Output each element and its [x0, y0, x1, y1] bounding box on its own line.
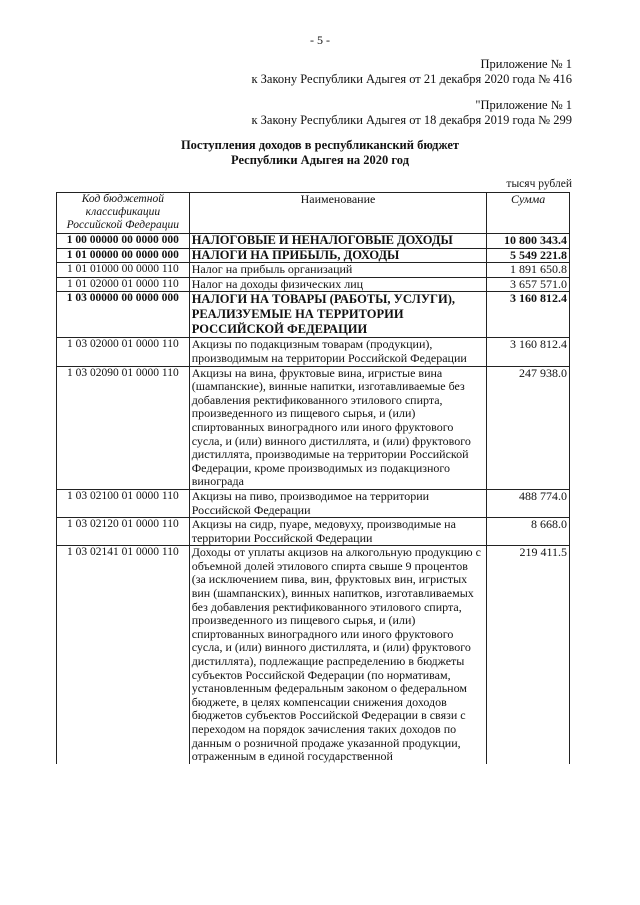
row-code: 1 00 00000 00 0000 000 [57, 234, 190, 249]
row-name: Акцизы на пиво, производимое на территории Российской Федерации [189, 489, 487, 517]
row-code: 1 01 01000 00 0000 110 [57, 263, 190, 278]
row-name: Акцизы по подакцизным товарам (продукции), производимым на территории Российской Федерации [189, 338, 487, 366]
page-number: - 5 - [310, 33, 330, 47]
table-row [57, 292, 570, 338]
table-header-row [57, 193, 570, 234]
row-code: 1 03 02100 01 0000 110 [57, 489, 190, 517]
row-name: Налог на прибыль организаций [189, 263, 487, 278]
document-title [0, 138, 640, 168]
document-title-line2: Республики Адыгея на 2020 год [230, 153, 410, 167]
row-name: Доходы от уплаты акцизов на алкогольную продукцию с объемной долей этилового спирта свыше 9 процентов (за исключением пива, вин, фруктовых вин, игристых вин (шампанских), винных напитков, изготавливаемых без добавления ректификованного этилового спирта, произведенного из пищевого сырья, и (или) спиртованных виноградного или иного фруктового сусла, и (или) винного дистиллята, и (или) фруктового дистиллята), подлежащие распределению в бюджеты субъектов Российской Федерации (по нормативам, установленным федеральным законом о федеральном бюджете, в целях компенсации снижения доходов бюджетов субъектов Российской Федерации в связи с переходом на порядок зачисления таких доходов по данным о розничной продаже указанной продукции, отраженным в единой государственной [189, 546, 487, 764]
table-row [57, 248, 570, 263]
table-row [57, 234, 570, 249]
annex-original-law: к Закону Республики Адыгея от 18 декабря 2019 года № 299 [251, 113, 572, 127]
annex-current-title: Приложение № 1 [480, 57, 572, 71]
row-sum: 5 549 221.8 [487, 248, 570, 263]
row-sum: 488 774.0 [487, 489, 570, 517]
row-name: Акцизы на вина, фруктовые вина, игристые вина (шампанские), винные напитки, изготавливаемые без добавления ректификованного этилового спирта, произведенного из пищевого сырья, и (или) спиртованных виноградного или иного фруктового сусла, и (или) винного дистиллята, и (или) фруктового дистиллята, производимые на территории Российской Федерации, кроме производимых из подакцизного винограда [189, 366, 487, 489]
header-code: Код бюджетной классификации Российской Федерации [57, 193, 190, 234]
row-code: 1 03 02141 01 0000 110 [57, 546, 190, 764]
header-sum: Сумма [487, 193, 570, 234]
row-sum: 3 160 812.4 [487, 292, 570, 338]
row-code: 1 03 02000 01 0000 110 [57, 338, 190, 366]
row-sum: 219 411.5 [487, 546, 570, 764]
row-name: НАЛОГИ НА ПРИБЫЛЬ, ДОХОДЫ [189, 248, 487, 263]
table-row [57, 546, 570, 764]
header-name: Наименование [189, 193, 487, 234]
row-sum: 10 800 343.4 [487, 234, 570, 249]
row-code: 1 01 02000 01 0000 110 [57, 277, 190, 292]
annex-original-title: "Приложение № 1 [475, 98, 572, 112]
row-code: 1 03 02120 01 0000 110 [57, 518, 190, 546]
annex-current [251, 57, 572, 87]
table-row [57, 263, 570, 278]
annex-current-law: к Закону Республики Адыгея от 21 декабря 2020 года № 416 [251, 72, 572, 86]
table-row [57, 338, 570, 366]
row-name: НАЛОГИ НА ТОВАРЫ (РАБОТЫ, УСЛУГИ), РЕАЛИЗУЕМЫЕ НА ТЕРРИТОРИИ РОССИЙСКОЙ ФЕДЕРАЦИИ [189, 292, 487, 338]
table-row [57, 366, 570, 489]
row-name: Акцизы на сидр, пуаре, медовуху, производимые на территории Российской Федерации [189, 518, 487, 546]
row-code: 1 03 00000 00 0000 000 [57, 292, 190, 338]
row-sum: 8 668.0 [487, 518, 570, 546]
table-row [57, 518, 570, 546]
table-row [57, 489, 570, 517]
row-code: 1 01 00000 00 0000 000 [57, 248, 190, 263]
row-name: НАЛОГОВЫЕ И НЕНАЛОГОВЫЕ ДОХОДЫ [189, 234, 487, 249]
row-sum: 1 891 650.8 [487, 263, 570, 278]
row-code: 1 03 02090 01 0000 110 [57, 366, 190, 489]
row-name: Налог на доходы физических лиц [189, 277, 487, 292]
annex-original [251, 98, 572, 128]
row-sum: 3 160 812.4 [487, 338, 570, 366]
document-title-line1: Поступления доходов в республиканский бюджет [180, 138, 460, 152]
row-sum: 3 657 571.0 [487, 277, 570, 292]
table-row [57, 277, 570, 292]
revenue-table [56, 192, 570, 764]
row-sum: 247 938.0 [487, 366, 570, 489]
units-label: тысяч рублей [506, 178, 572, 190]
